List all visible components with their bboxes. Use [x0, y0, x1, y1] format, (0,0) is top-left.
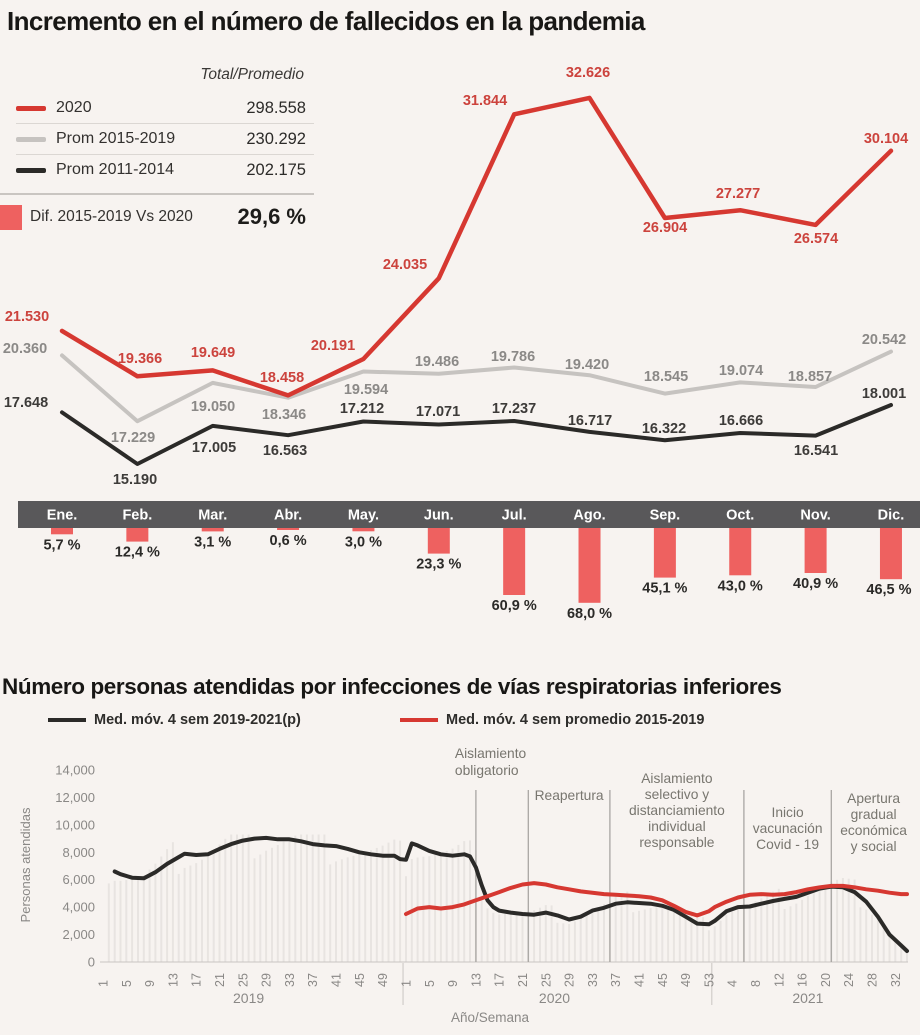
svg-text:17.005: 17.005	[191, 440, 237, 456]
svg-text:económica: económica	[840, 823, 907, 838]
respiratory-chart-svg	[0, 735, 920, 1035]
svg-text:33: 33	[585, 973, 600, 987]
svg-text:33: 33	[282, 973, 297, 987]
svg-text:3,1 %: 3,1 %	[194, 534, 232, 551]
y-axis	[18, 763, 95, 970]
svg-text:29: 29	[562, 973, 577, 987]
svg-text:37: 37	[609, 973, 624, 987]
svg-text:29: 29	[259, 973, 274, 987]
svg-text:2019: 2019	[233, 990, 265, 1006]
svg-text:20.542: 20.542	[861, 332, 907, 348]
svg-text:40,9 %: 40,9 %	[793, 576, 839, 592]
svg-text:16: 16	[795, 973, 810, 987]
svg-text:20.360: 20.360	[2, 341, 48, 357]
svg-text:19.486: 19.486	[414, 354, 460, 370]
mortality-legend	[0, 66, 314, 230]
svg-text:17.212: 17.212	[339, 401, 385, 417]
svg-text:19.050: 19.050	[190, 399, 236, 415]
svg-text:17.071: 17.071	[415, 404, 461, 420]
svg-text:45: 45	[655, 973, 670, 987]
svg-text:49: 49	[679, 973, 694, 987]
svg-text:Año/Semana: Año/Semana	[450, 1010, 530, 1025]
svg-text:Inicio: Inicio	[771, 805, 804, 820]
svg-text:3,0 %: 3,0 %	[344, 534, 382, 551]
svg-text:5: 5	[422, 980, 437, 987]
svg-text:Oct.: Oct.	[726, 507, 755, 524]
svg-text:1: 1	[399, 980, 414, 987]
legend-item-prom-2015-2019	[400, 708, 704, 732]
diff-bars	[43, 528, 911, 622]
legend-item-label: Med. móv. 4 sem 2019-2021(p)	[94, 712, 301, 728]
svg-text:Sep.: Sep.	[649, 507, 681, 524]
svg-text:46,5 %: 46,5 %	[866, 582, 912, 599]
diff-row	[0, 193, 314, 230]
svg-text:21.530: 21.530	[4, 309, 50, 325]
svg-text:12,000: 12,000	[55, 789, 95, 805]
svg-text:Personas atendidas: Personas atendidas	[18, 807, 33, 923]
svg-text:28: 28	[865, 973, 880, 987]
svg-text:y social: y social	[850, 839, 897, 854]
svg-text:10,000: 10,000	[55, 817, 95, 833]
svg-text:14,000: 14,000	[55, 762, 95, 778]
svg-text:45: 45	[352, 973, 367, 987]
diff-value: 29,6 %	[237, 204, 306, 229]
line-swatch-prom-2011-2014	[16, 168, 46, 173]
svg-text:Aislamiento: Aislamiento	[641, 771, 713, 786]
svg-text:41: 41	[632, 973, 647, 987]
svg-text:Aislamiento: Aislamiento	[454, 746, 527, 761]
svg-text:19.594: 19.594	[343, 382, 389, 398]
svg-text:Nov.: Nov.	[800, 507, 831, 524]
svg-text:53: 53	[702, 973, 717, 987]
line-swatch-prom-2015-2019	[16, 137, 46, 142]
svg-text:24.035: 24.035	[382, 257, 428, 273]
legend-item-2019-2021	[48, 708, 301, 732]
svg-text:0: 0	[87, 954, 95, 970]
svg-text:8: 8	[749, 980, 763, 987]
svg-text:16.717: 16.717	[567, 413, 613, 429]
series-line-prom-2011-2014	[62, 405, 891, 464]
data-labels-prom-2015-2019	[3, 332, 906, 446]
svg-text:Ene.: Ene.	[46, 507, 78, 524]
svg-text:Apertura: Apertura	[847, 791, 901, 806]
svg-text:18.857: 18.857	[787, 369, 833, 385]
svg-text:18.458: 18.458	[259, 370, 305, 386]
legend-row-2020	[16, 93, 314, 124]
svg-text:17.648: 17.648	[3, 395, 49, 411]
svg-text:6,000: 6,000	[62, 872, 95, 888]
svg-text:68,0 %: 68,0 %	[566, 605, 613, 622]
svg-text:13: 13	[166, 973, 181, 987]
line-swatch-black	[48, 718, 86, 723]
svg-text:obligatorio: obligatorio	[454, 763, 519, 778]
svg-text:15.190: 15.190	[112, 472, 158, 488]
svg-text:49: 49	[376, 973, 391, 987]
svg-text:2021: 2021	[792, 990, 824, 1006]
line-swatch-red	[400, 718, 438, 723]
svg-text:16.666: 16.666	[718, 413, 764, 429]
svg-text:8,000: 8,000	[62, 844, 95, 860]
svg-text:distanciamiento: distanciamiento	[628, 803, 725, 818]
svg-text:23,3 %: 23,3 %	[416, 556, 462, 573]
legend-row-value: 230.292	[246, 129, 306, 148]
svg-text:responsable: responsable	[639, 835, 715, 850]
mortality-chart-title: Incremento en el número de fallecidos en la pandemia	[7, 6, 645, 36]
svg-text:2,000: 2,000	[62, 927, 95, 943]
svg-text:17: 17	[189, 973, 204, 987]
svg-text:19.649: 19.649	[190, 345, 236, 361]
svg-text:20.191: 20.191	[310, 338, 356, 354]
svg-text:Covid - 19: Covid - 19	[756, 837, 820, 852]
svg-text:vacunación: vacunación	[752, 821, 823, 836]
legend-row-prom-2011-2014	[16, 155, 314, 185]
svg-text:45,1 %: 45,1 %	[642, 580, 688, 597]
svg-text:17.237: 17.237	[491, 401, 537, 417]
svg-text:32.626: 32.626	[565, 65, 611, 81]
svg-text:17.229: 17.229	[110, 430, 156, 446]
svg-text:20: 20	[818, 973, 833, 987]
svg-text:May.: May.	[347, 507, 380, 524]
svg-text:1: 1	[96, 980, 111, 987]
svg-text:5,7 %: 5,7 %	[43, 537, 81, 554]
svg-text:27.277: 27.277	[715, 186, 761, 202]
svg-text:24: 24	[842, 973, 857, 987]
svg-text:31.844: 31.844	[462, 93, 508, 109]
svg-text:60,9 %: 60,9 %	[491, 598, 537, 614]
legend-rows	[16, 93, 314, 185]
svg-text:19.786: 19.786	[490, 349, 536, 365]
diff-label: Dif. 2015-2019 Vs 2020	[30, 208, 193, 225]
svg-text:Ago.: Ago.	[573, 507, 606, 524]
diff-swatch	[0, 205, 22, 230]
svg-text:21: 21	[516, 973, 530, 987]
svg-text:21: 21	[213, 973, 227, 987]
svg-text:Feb.: Feb.	[122, 507, 153, 524]
svg-text:selectivo y: selectivo y	[644, 787, 710, 802]
legend-item-label: Med. móv. 4 sem promedio 2015-2019	[446, 712, 705, 728]
svg-text:32: 32	[888, 973, 903, 987]
svg-text:Dic.: Dic.	[877, 507, 905, 524]
legend-row-value: 202.175	[246, 160, 306, 179]
svg-text:2020: 2020	[538, 990, 571, 1006]
svg-text:9: 9	[143, 980, 158, 987]
legend-row-label: Prom 2011-2014	[56, 161, 174, 178]
svg-text:30.104: 30.104	[863, 131, 909, 147]
svg-text:43,0 %: 43,0 %	[717, 578, 763, 595]
svg-text:25: 25	[539, 973, 554, 987]
svg-text:16.563: 16.563	[262, 443, 308, 459]
svg-text:0,6 %: 0,6 %	[269, 533, 307, 549]
svg-text:12: 12	[772, 973, 787, 987]
svg-text:12,4 %: 12,4 %	[114, 544, 160, 561]
svg-text:Mar.: Mar.	[198, 507, 228, 524]
svg-text:37: 37	[306, 973, 321, 987]
svg-text:individual: individual	[648, 819, 706, 834]
svg-text:Jun.: Jun.	[423, 507, 454, 524]
svg-text:gradual: gradual	[850, 807, 897, 822]
svg-text:18.346: 18.346	[261, 407, 307, 423]
svg-text:41: 41	[329, 973, 344, 987]
legend-row-label: 2020	[56, 99, 92, 116]
line-swatch-2020	[16, 106, 46, 111]
svg-text:25: 25	[236, 973, 251, 987]
svg-text:4,000: 4,000	[62, 899, 95, 915]
svg-text:26.904: 26.904	[642, 220, 688, 236]
svg-text:Reapertura: Reapertura	[534, 788, 604, 803]
svg-text:19.074: 19.074	[718, 363, 764, 379]
svg-text:16.541: 16.541	[793, 443, 839, 459]
svg-text:9: 9	[446, 980, 461, 987]
svg-text:26.574: 26.574	[793, 231, 839, 247]
x-axis	[97, 973, 903, 1025]
svg-text:17: 17	[492, 973, 507, 987]
series-line-prom-2015-2019	[62, 352, 891, 422]
month-band	[18, 501, 920, 528]
svg-text:Jul.: Jul.	[501, 507, 527, 524]
svg-text:19.366: 19.366	[117, 351, 163, 367]
respiratory-chart-title: Número personas atendidas por infecciones de vías respiratorias inferiores	[2, 674, 782, 699]
svg-text:18.001: 18.001	[861, 386, 907, 402]
legend-row-label: Prom 2015-2019	[56, 130, 176, 147]
svg-text:Abr.: Abr.	[273, 507, 303, 524]
legend-row-prom-2015-2019	[16, 124, 314, 155]
svg-text:19.420: 19.420	[564, 357, 610, 373]
svg-text:13: 13	[469, 973, 484, 987]
respiratory-legend	[0, 708, 920, 732]
svg-text:16.322: 16.322	[641, 421, 687, 437]
svg-text:18.545: 18.545	[643, 369, 689, 385]
legend-header: Total/Promedio	[200, 66, 304, 83]
legend-row-value: 298.558	[246, 98, 306, 117]
svg-text:4: 4	[725, 980, 740, 987]
svg-text:5: 5	[119, 980, 134, 987]
